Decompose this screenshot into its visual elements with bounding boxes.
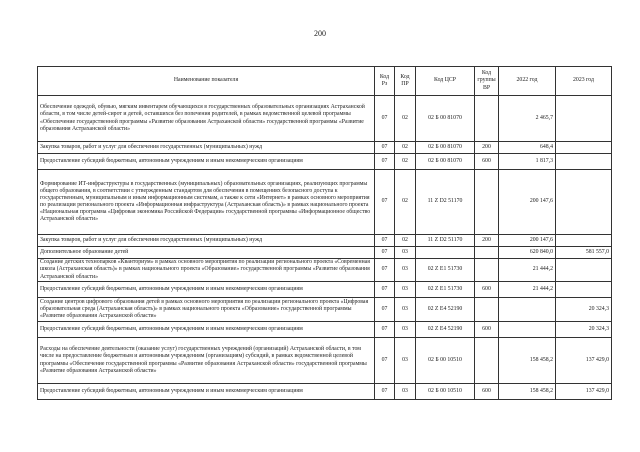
row-2022: 158 458,2 [499,338,556,384]
row-2022: 158 458,2 [499,384,556,400]
row-2023: 581 557,0 [556,247,612,259]
header-csr: Код ЦСР [416,67,475,96]
row-2022: 620 840,0 [499,247,556,259]
row-name: Обеспечение одеждой, обувью, мягким инвентарем обучающихся в государственных образовательных организациях Астраханской области, в том числе детей-сирот и детей, оставшихся без попечения родителей, в рамках ведомственной целевой программы «Обеспечение государственной программы «Развитие образования Астраханской области» государственной программы «Развитие образования Астраханской области» [38,96,375,142]
table-row [38,154,612,170]
header-2022: 2022 год [499,67,556,96]
row-vr [475,96,499,142]
row-name: Формирование ИТ-инфраструктуры в государственных (муниципальных) образовательных организациях, реализующих программы общего образования, в соответствии с утвержденным стандартом для обеспечения в помещениях безопасного доступа к государственным, муниципальным и иным информационным системам, а также к сети «Интернет» в рамках основного мероприятия по реализации регионального проекта «Информационная инфраструктура (Астраханская область)» в рамках национального проекта «Национальная программа «Цифровая экономика Российской Федерации» государственной программы «Информационное общество Астраханской области» [38,170,375,235]
row-vr [475,338,499,384]
row-csr: 02 Б 00 81070 [416,142,475,154]
row-2023: 20 324,3 [556,322,612,338]
header-name: Наименование показателя [38,67,375,96]
table-row [38,142,612,154]
table-row [38,247,612,259]
header-rz: Код Рз [375,67,395,96]
row-csr: 02 Б 00 10510 [416,338,475,384]
row-rz: 07 [375,142,395,154]
row-2023 [556,170,612,235]
row-rz: 07 [375,338,395,384]
row-name: Предоставление субсидий бюджетным, автономным учреждениям и иным некоммерческим организациям [38,282,375,298]
header-pr: Код ПР [395,67,416,96]
row-vr [475,170,499,235]
row-vr [475,259,499,282]
row-name: Закупка товаров, работ и услуг для обеспечения государственных (муниципальных) нужд [38,142,375,154]
row-name: Создание детских технопарков «Кванториум» в рамках основного мероприятия по реализации регионального проекта «Современная школа (Астраханская область)» в рамках национального проекта «Образование» государственной программы «Развитие образования Астраханской области» [38,259,375,282]
row-rz: 07 [375,96,395,142]
row-name: Предоставление субсидий бюджетным, автономным учреждениям и иным некоммерческим организациям [38,154,375,170]
row-pr: 02 [395,235,416,247]
row-rz: 07 [375,259,395,282]
row-csr [416,247,475,259]
row-2022: 1 817,3 [499,154,556,170]
row-pr: 02 [395,154,416,170]
row-pr: 03 [395,322,416,338]
table-row [38,322,612,338]
table-row [38,235,612,247]
row-vr: 600 [475,282,499,298]
row-2023 [556,259,612,282]
header-vr: Код группы ВР [475,67,499,96]
row-2022: 21 444,2 [499,259,556,282]
row-2022: 648,4 [499,142,556,154]
table-row [38,298,612,322]
row-csr: 02 Z E1 51730 [416,259,475,282]
row-pr: 02 [395,96,416,142]
row-2023 [556,235,612,247]
table-row [38,384,612,400]
row-csr: 02 Б 00 81070 [416,96,475,142]
table-body [38,96,612,400]
row-csr: 02 Б 00 81070 [416,154,475,170]
row-pr: 02 [395,142,416,154]
row-pr: 03 [395,247,416,259]
row-csr: 11 Z D2 51170 [416,235,475,247]
row-csr: 02 Z E4 52190 [416,322,475,338]
row-pr: 03 [395,384,416,400]
row-2023 [556,154,612,170]
row-name: Закупка товаров, работ и услуг для обеспечения государственных (муниципальных) нужд [38,235,375,247]
row-csr: 02 Z E1 51730 [416,282,475,298]
table-row [38,338,612,384]
row-2022: 200 147,6 [499,235,556,247]
row-name: Создание центров цифрового образования детей в рамках основного мероприятия по реализации регионального проекта «Цифровая образовательная среда (Астраханская область)» в рамках национального проекта «Образование» государственной программы «Развитие образования Астраханской области» [38,298,375,322]
row-vr: 600 [475,154,499,170]
row-pr: 02 [395,170,416,235]
row-2022 [499,298,556,322]
header-2023: 2023 год [556,67,612,96]
table-row [38,96,612,142]
row-vr: 200 [475,235,499,247]
row-vr [475,247,499,259]
row-vr [475,298,499,322]
row-csr: 11 Z D2 51170 [416,170,475,235]
table-header-row [38,67,612,96]
row-rz: 07 [375,282,395,298]
row-name: Предоставление субсидий бюджетным, автономным учреждениям и иным некоммерческим организациям [38,322,375,338]
row-2022 [499,322,556,338]
row-rz: 07 [375,384,395,400]
row-2023: 137 429,0 [556,384,612,400]
table-row [38,259,612,282]
table-row [38,282,612,298]
row-rz: 07 [375,235,395,247]
row-rz: 07 [375,170,395,235]
row-vr: 600 [475,384,499,400]
row-name: Предоставление субсидий бюджетным, автономным учреждениям и иным некоммерческим организациям [38,384,375,400]
row-pr: 03 [395,282,416,298]
row-vr: 600 [475,322,499,338]
row-name: Расходы на обеспечение деятельности (оказание услуг) государственных учреждений (организаций) Астраханской области, в том числе на предоставление бюджетным и автономным учреждениям (организациям) субсидий, в рамках ведомственной целевой программы «Обеспечение государственной программы «Развитие образования Астраханской области» государственной программы «Развитие образования Астраханской области» [38,338,375,384]
row-2023 [556,282,612,298]
row-rz: 07 [375,154,395,170]
row-2023: 20 324,3 [556,298,612,322]
row-name: Дополнительное образование детей [38,247,375,259]
row-2022: 21 444,2 [499,282,556,298]
row-2022: 200 147,6 [499,170,556,235]
row-rz: 07 [375,247,395,259]
row-csr: 02 Б 00 10510 [416,384,475,400]
table-row [38,170,612,235]
row-2023: 137 429,0 [556,338,612,384]
row-vr: 200 [475,142,499,154]
row-pr: 03 [395,298,416,322]
row-2023 [556,142,612,154]
row-rz: 07 [375,298,395,322]
budget-table [37,66,612,400]
row-rz: 07 [375,322,395,338]
row-pr: 03 [395,259,416,282]
row-2023 [556,96,612,142]
row-pr: 03 [395,338,416,384]
row-csr: 02 Z E4 52190 [416,298,475,322]
row-2022: 2 465,7 [499,96,556,142]
page-number: 200 [314,29,326,38]
